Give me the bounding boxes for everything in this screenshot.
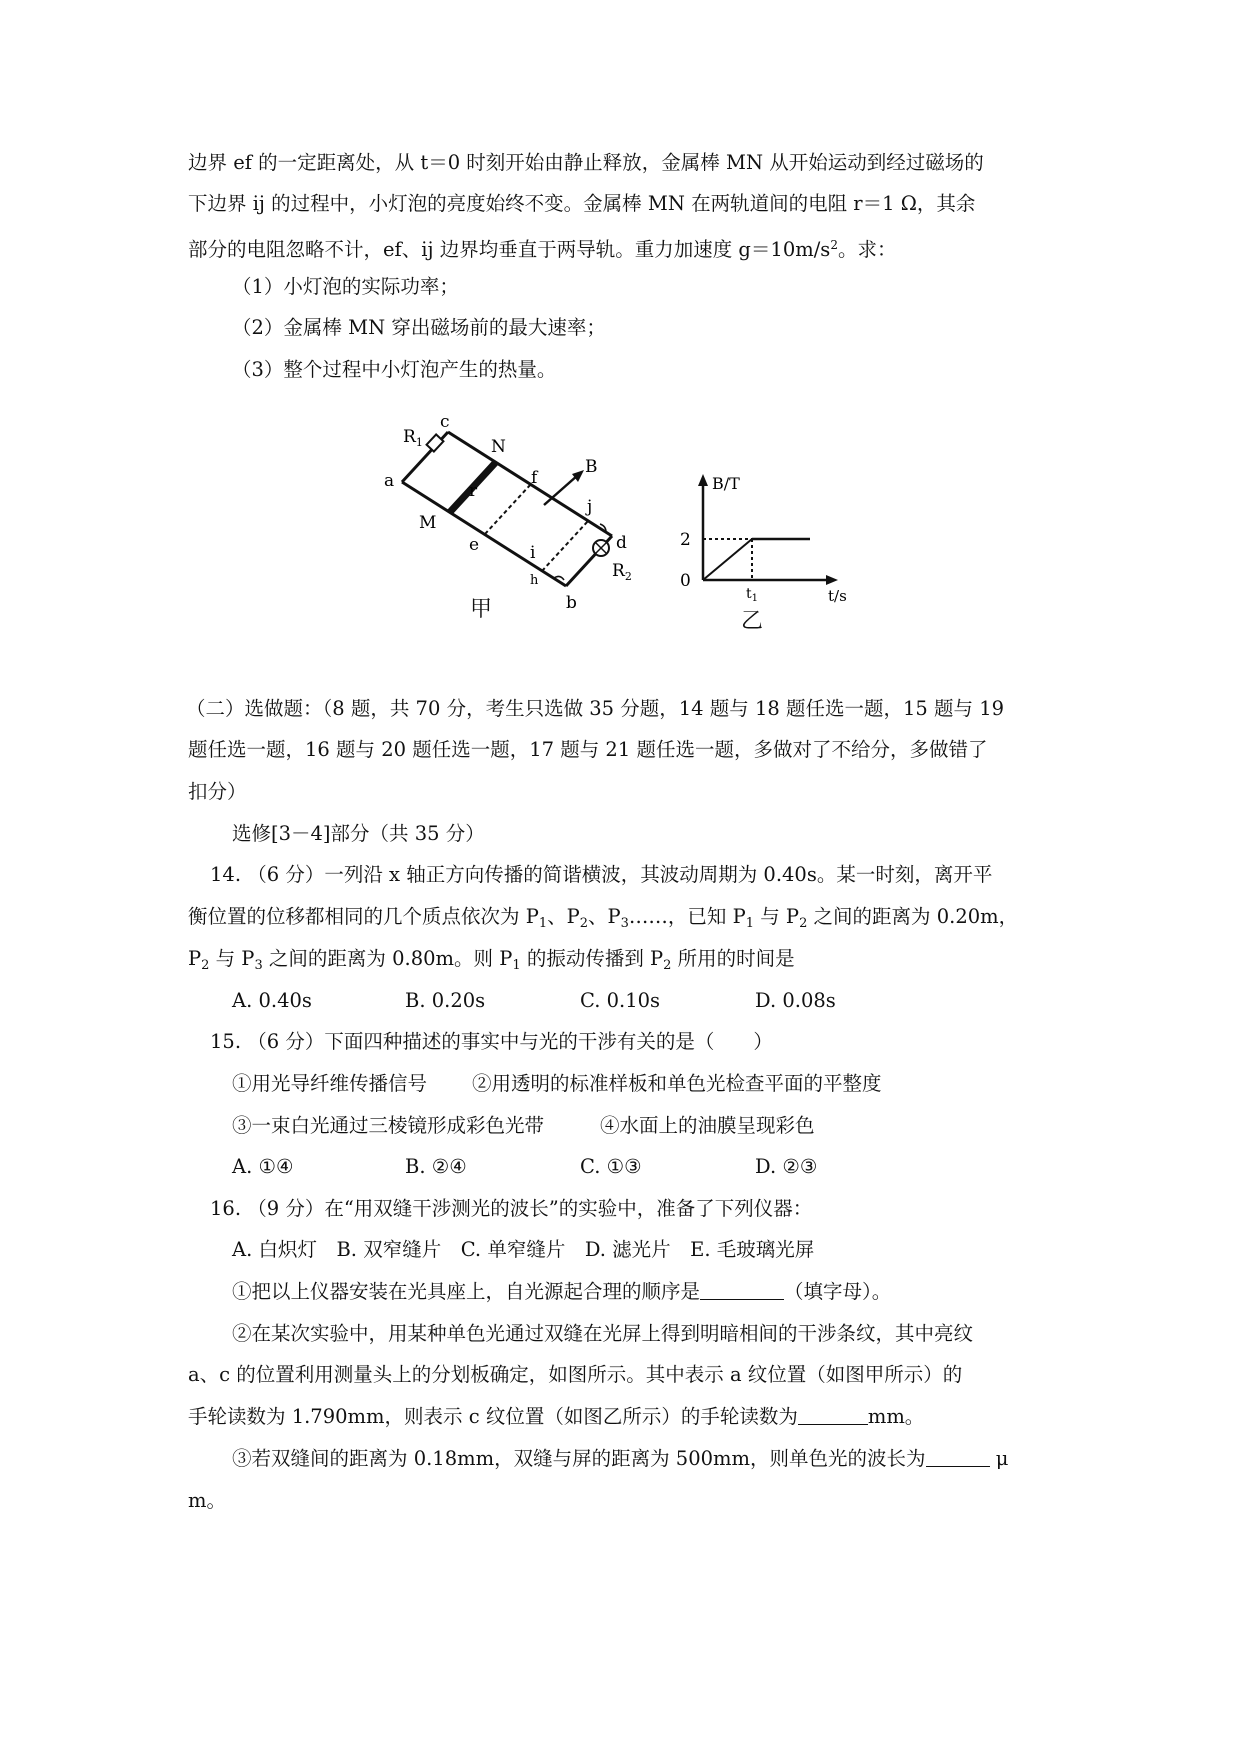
sub-question-1: （1）小灯泡的实际功率； [232, 275, 459, 298]
q14-option-a: A. 0.40s [232, 989, 312, 1012]
q16-line-1: 16. （9 分）在“用双缝干涉测光的波长”的实验中，准备了下列仪器： [210, 1197, 813, 1220]
label-h: h [530, 573, 539, 588]
sub-question-2: （2）金属棒 MN 穿出磁场前的最大速率； [232, 316, 606, 339]
y-tick-2: 2 [680, 530, 691, 550]
q14-option-b: B. 0.20s [405, 989, 486, 1012]
q14-line-2: 衡位置的位移都相同的几个质点依次为 $P_1$、$P_2$、$P_3\dots\dots$，已知 $P_1$ 与 $P_2$ 之间的距离为 0.20m， [188, 905, 1019, 931]
problem-line-2: 下边界 ij 的过程中，小灯泡的亮度始终不变。金属棒 MN 在两轨道间的电阻 r＝1 Ω，其余 [188, 192, 976, 215]
x-tick-t1: $t_1$ [746, 586, 759, 604]
q15-item-1: ①用光导纤维传播信号 [232, 1072, 428, 1095]
q16-part-1: ①把以上仪器安装在光具座上，自光源起合理的顺序是 （填字母）。 [232, 1280, 892, 1303]
q15-option-d: D. ②③ [755, 1155, 818, 1178]
q15-item-4: ④水面上的油膜呈现彩色 [600, 1114, 815, 1137]
label-i: i [530, 543, 536, 563]
label-d: d [616, 533, 627, 553]
y-axis-label: B/T [712, 474, 740, 493]
label-e: e [469, 535, 480, 555]
label-B: B [585, 457, 598, 477]
q15-option-c: C. ①③ [580, 1155, 642, 1178]
section2-line-1: （二）选做题：（8 题，共 70 分，考生只选做 35 分题，14 题与 18 题任选一题，15 题与 19 [186, 697, 1005, 720]
sub-question-3: （3）整个过程中小灯泡产生的热量。 [232, 358, 557, 381]
label-c: c [440, 412, 450, 432]
section2-line-2: 题任选一题，16 题与 20 题任选一题，17 题与 21 题任选一题，多做对了不给分，多做错了 [188, 738, 988, 761]
problem-line-1: 边界 ef 的一定距离处，从 t＝0 时刻开始由静止释放，金属棒 MN 从开始运动到经过磁场的 [188, 151, 984, 174]
label-R1: $R_1$ [403, 427, 423, 449]
label-a: a [384, 471, 395, 491]
label-r: r [469, 481, 478, 501]
q16-part-2-line-1: ②在某次实验中，用某种单色光通过双缝在光屏上得到明暗相间的干涉条纹，其中亮纹 [232, 1322, 974, 1345]
answer-blank-order[interactable] [700, 1279, 784, 1300]
q15-line-1: 15. （6 分）下面四种描述的事实中与光的干涉有关的是（ ） [210, 1030, 773, 1053]
answer-blank-wavelength[interactable] [926, 1446, 990, 1467]
section2-line-3: 扣分） [188, 780, 247, 803]
q15-option-a: A. ①④ [232, 1155, 294, 1178]
origin-label: 0 [680, 571, 691, 591]
q14-option-c: C. 0.10s [580, 989, 661, 1012]
q16-part-3-unit-tail: m。 [188, 1489, 226, 1512]
q15-option-b: B. ②④ [405, 1155, 467, 1178]
q16-part-2-line-2: a、c 的位置利用测量头上的分划板确定，如图所示。其中表示 a 纹位置（如图甲所示）的 [188, 1363, 963, 1386]
figure-jia-circuit [380, 410, 640, 620]
q15-item-3: ③一束白光通过三棱镜形成彩色光带 [232, 1114, 545, 1137]
q16-part-3: ③若双缝间的距离为 0.18mm，双缝与屏的距离为 500mm，则单色光的波长为 μ [232, 1447, 1009, 1470]
figure-yi-caption: 乙 [741, 609, 764, 634]
label-j: j [587, 497, 593, 517]
x-axis-label: t/s [828, 587, 847, 605]
label-f: f [531, 468, 538, 488]
q14-line-1: 14. （6 分）一列沿 x 轴正方向传播的简谐横波，其波动周期为 0.40s。某一时刻，离开平 [210, 863, 993, 886]
figure-yi-graph [670, 460, 850, 610]
q16-instruments: A. 白炽灯 B. 双窄缝片 C. 单窄缝片 D. 滤光片 E. 毛玻璃光屏 [232, 1238, 815, 1261]
q16-part-2-line-3: 手轮读数为 1.790mm，则表示 c 纹位置（如图乙所示）的手轮读数为 mm。 [188, 1405, 925, 1428]
q14-line-3: $P_2$ 与 $P_3$ 之间的距离为 0.80m。则 $P_1$ 的振动传播到 $P_2$ 所用的时间是 [188, 947, 795, 973]
label-M: M [419, 513, 437, 533]
label-R2: $R_2$ [612, 561, 632, 583]
figure-jia-caption: 甲 [470, 597, 493, 622]
module-heading: 选修[3－4]部分（共 35 分） [232, 822, 485, 845]
q15-item-2: ②用透明的标准样板和单色光检查平面的平整度 [472, 1072, 882, 1095]
q14-option-d: D. 0.08s [755, 989, 836, 1012]
label-b: b [566, 593, 577, 613]
answer-blank-reading[interactable] [798, 1404, 868, 1425]
label-N: N [491, 437, 506, 457]
problem-line-3: 部分的电阻忽略不计，ef、ij 边界均垂直于两导轨。重力加速度 $g=10m/s^2$。求： [188, 238, 897, 261]
